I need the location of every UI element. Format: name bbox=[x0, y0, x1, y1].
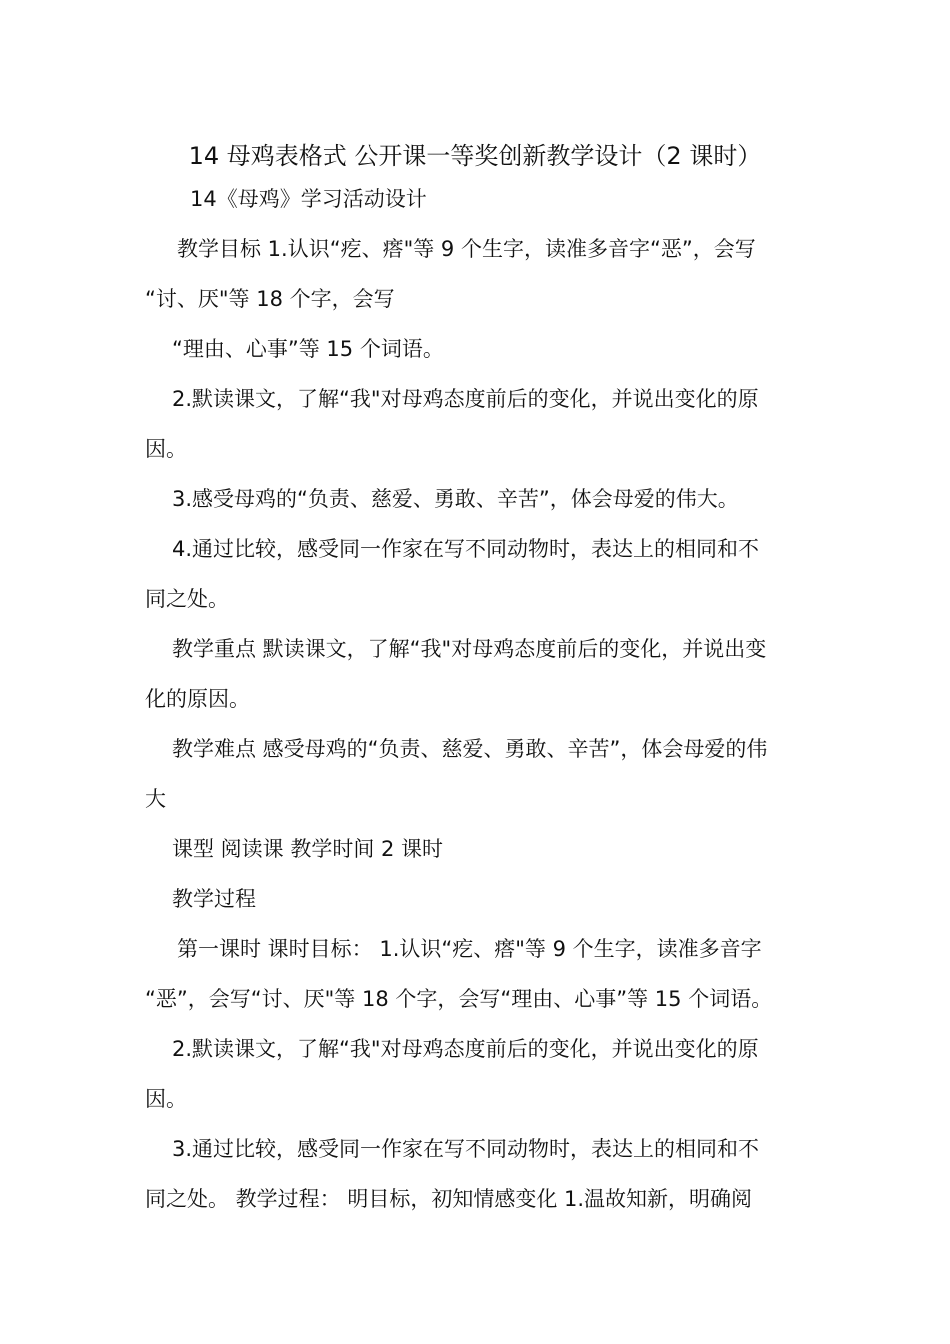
section-heading: 教学过程 bbox=[172, 887, 256, 911]
paragraph-line: “理由、心事”等 15 个词语。 bbox=[172, 337, 444, 361]
paragraph-line: 教学难点 感受母鸡的“负责、慈爱、勇敢、辛苦”，体会母爱的伟 bbox=[172, 737, 768, 761]
paragraph-line: 教学目标 1.认识“疙、瘩"等 9 个生字，读准多音字“恶”，会写 bbox=[177, 237, 756, 261]
paragraph-line: 同之处。 教学过程： 明目标，初知情感变化 1.温故知新，明确阅 bbox=[145, 1187, 753, 1211]
paragraph-line: 4.通过比较，感受同一作家在写不同动物时，表达上的相同和不 bbox=[172, 537, 760, 561]
document-title: 14 母鸡表格式 公开课一等奖创新教学设计（2 课时） bbox=[188, 142, 762, 170]
paragraph-line: “讨、厌"等 18 个字，会写 bbox=[145, 287, 395, 311]
paragraph-line: 大 bbox=[145, 787, 166, 811]
paragraph-line: “恶”，会写“讨、厌"等 18 个字，会写“理由、心事”等 15 个词语。 bbox=[145, 987, 773, 1011]
paragraph-line: 2.默读课文，了解“我"对母鸡态度前后的变化，并说出变化的原 bbox=[172, 387, 759, 411]
paragraph-line: 3.通过比较，感受同一作家在写不同动物时，表达上的相同和不 bbox=[172, 1137, 760, 1161]
paragraph-line: 同之处。 bbox=[145, 587, 229, 611]
paragraph-line: 课型 阅读课 教学时间 2 课时 bbox=[172, 837, 444, 861]
paragraph-line: 因。 bbox=[145, 437, 187, 461]
subtitle: 14《母鸡》学习活动设计 bbox=[190, 187, 427, 211]
paragraph-line: 化的原因。 bbox=[145, 687, 250, 711]
paragraph-line: 3.感受母鸡的“负责、慈爱、勇敢、辛苦”，体会母爱的伟大。 bbox=[172, 487, 739, 511]
paragraph-line: 第一课时 课时目标： 1.认识“疙、瘩"等 9 个生字，读准多音字 bbox=[177, 937, 762, 961]
paragraph-line: 教学重点 默读课文，了解“我"对母鸡态度前后的变化，并说出变 bbox=[172, 637, 767, 661]
paragraph-line: 2.默读课文，了解“我"对母鸡态度前后的变化，并说出变化的原 bbox=[172, 1037, 759, 1061]
paragraph-line: 因。 bbox=[145, 1087, 187, 1111]
